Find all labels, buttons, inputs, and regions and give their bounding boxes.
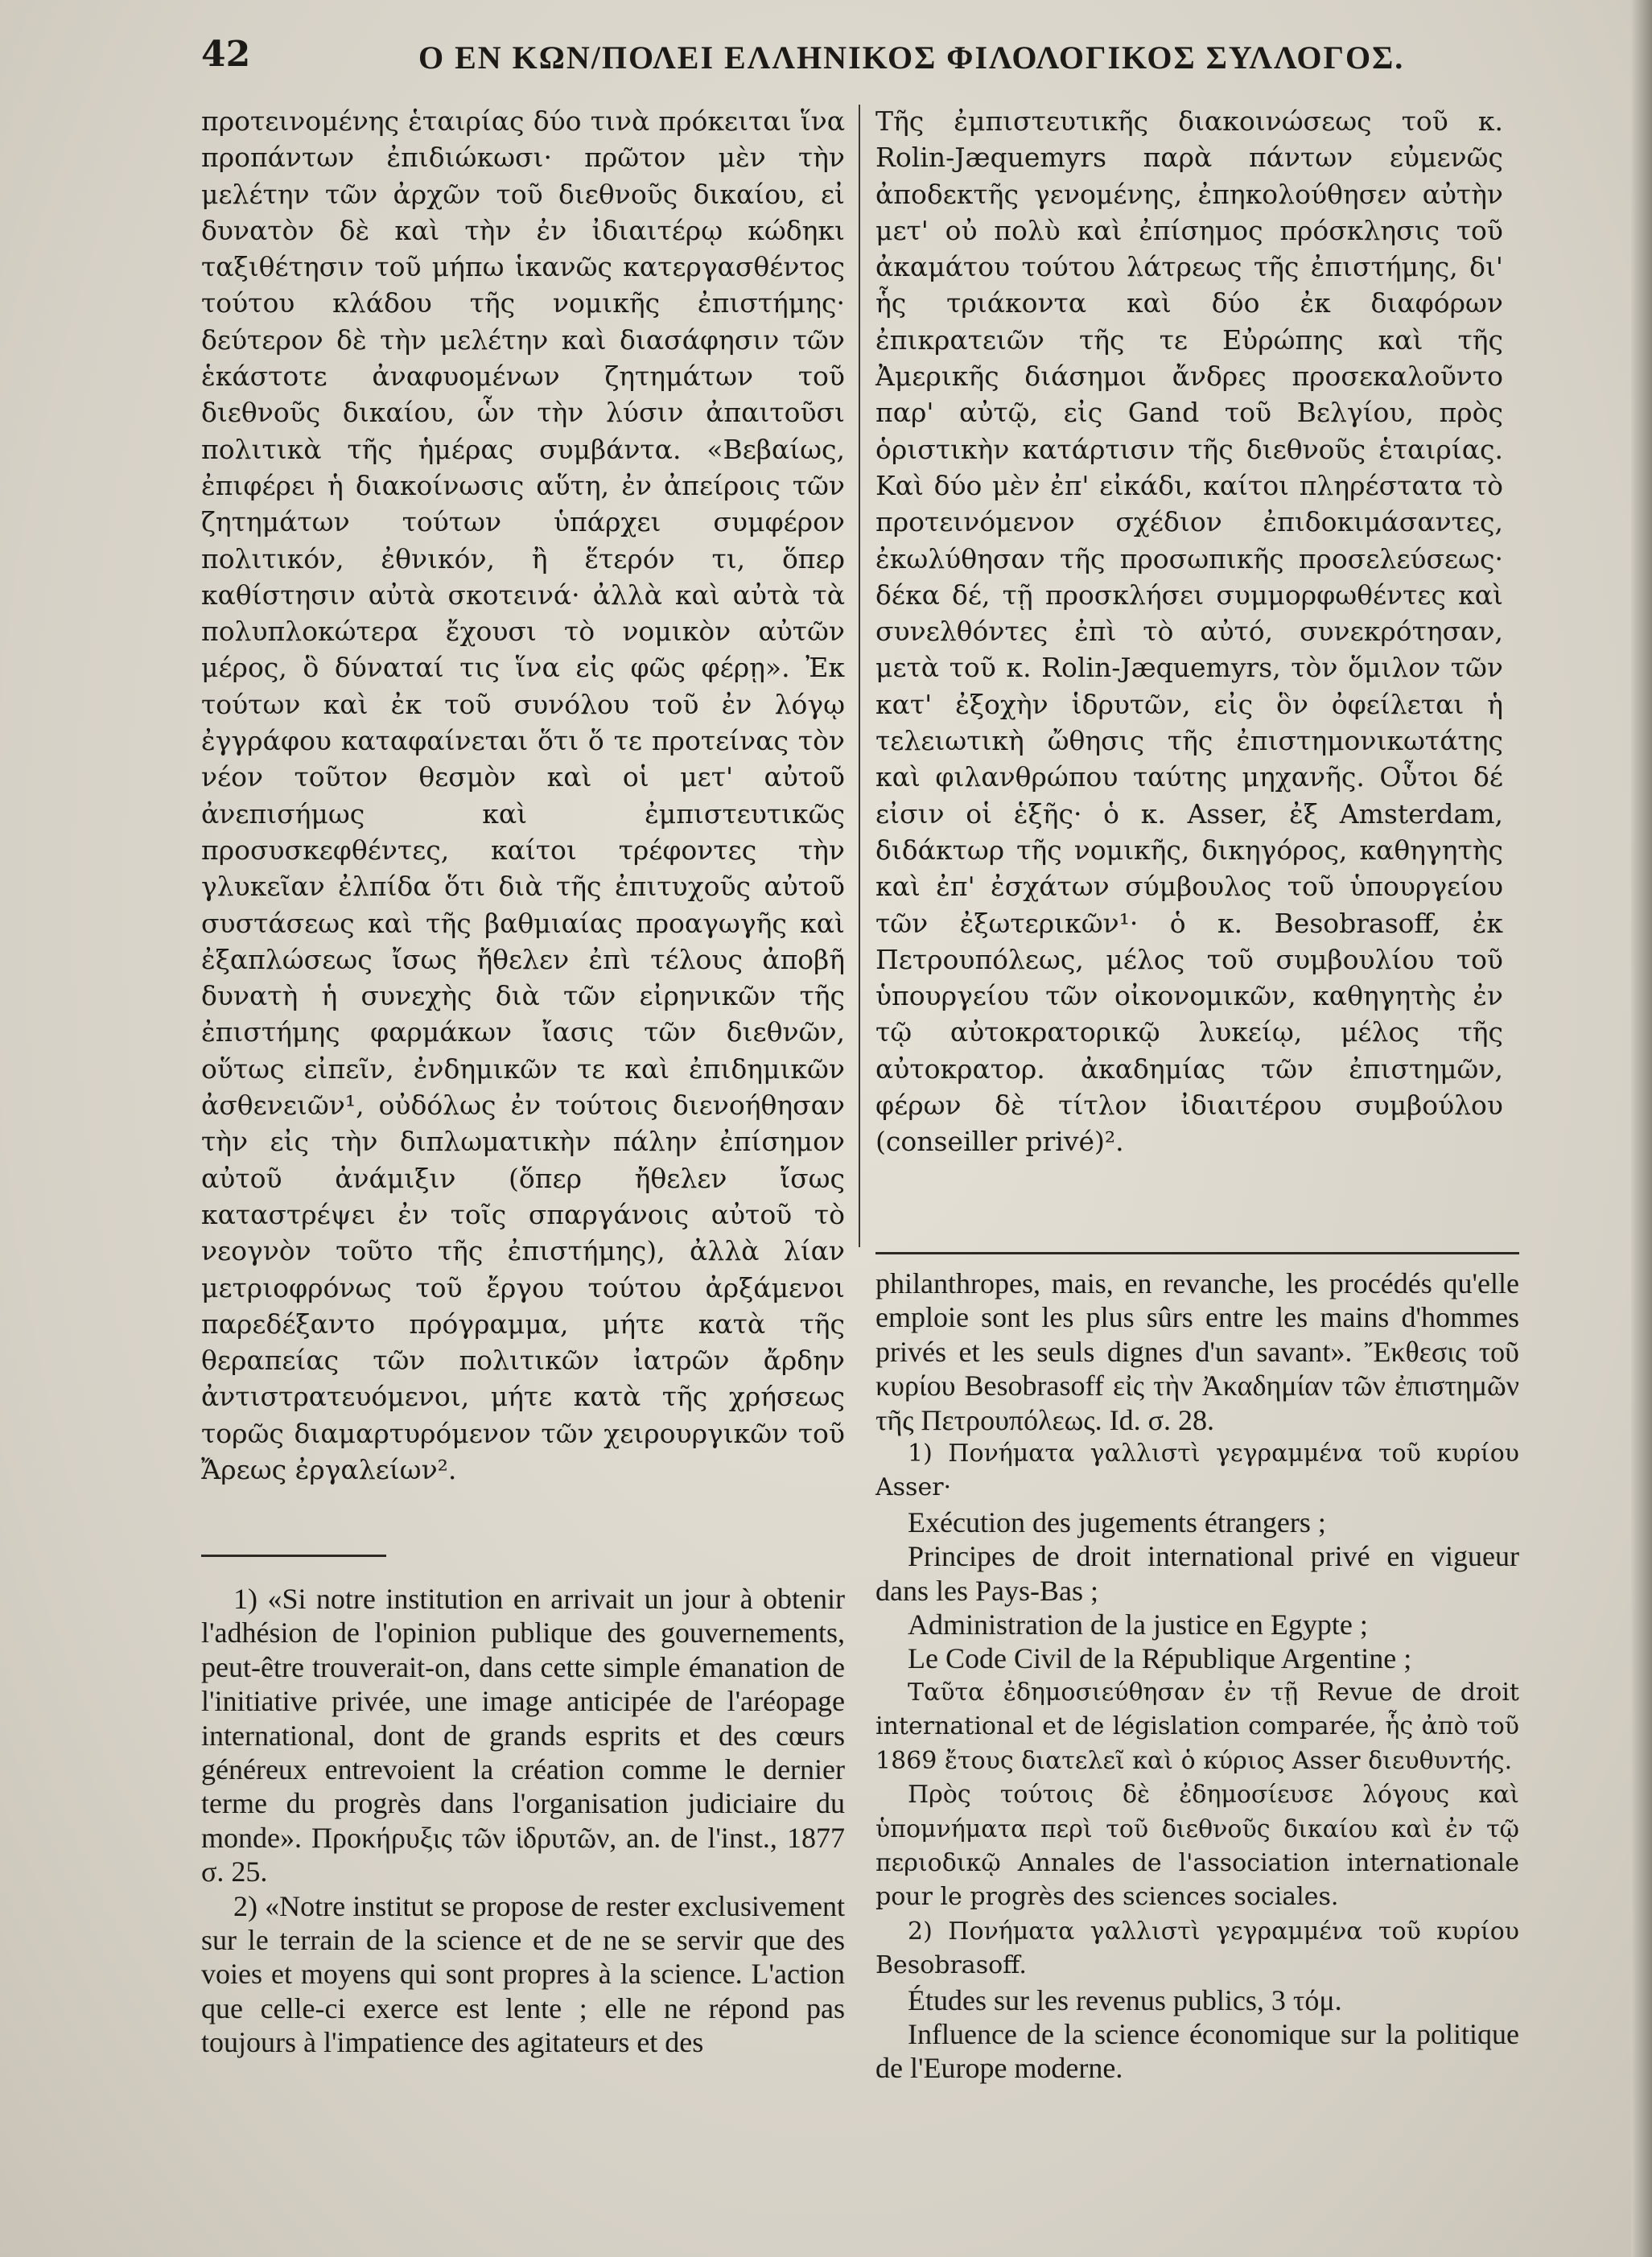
page-edge-shadow [1631,0,1652,2257]
page-header [201,24,1585,80]
footnote-rule-left [201,1555,386,1557]
asser-work-3: Administration de la justice en Egypte ; [908,1608,1368,1641]
asser-work-4: Le Code Civil de la République Argentine ; [908,1642,1412,1675]
right-footnotes [875,1266,1519,2086]
footnote-2-continuation: philanthropes, mais, en revanche, les procédés qu'elle emploie sont les plus sûrs entre les mains d'hommes privés et les seuls dignes d'un savant». Ἔκθεσις τοῦ κυρίου Besobrasoff εἰς τὴν Ἀκαδημίαν τῶν ἐπιστημῶν τῆς Πετρουπόλεως. Id. σ. 28. [875,1267,1519,1436]
asser-note-revue: Ταῦτα ἐδημοσιεύθησαν ἐν τῇ Revue de droit international et de législation comparée, ἧς ἀπὸ τοῦ 1869 ἔτους διατελεῖ καὶ ὁ κύριος Asser διευθυντής. [875,1678,1519,1775]
column-divider [859,105,860,1247]
footnote-2: 2) «Notre institut se propose de rester exclusivement sur le terrain de la science et de ne se servir que des voies et moyens qui sont propres à la science. L'action que celle-ci exerce est lente ; elle ne répond pas toujours à l'impatience des agitateurs et des [201,1889,845,2059]
footnote-1: 1) «Si notre institution en arrivait un jour à obtenir l'adhésion de l'opinion publique des gouvernements, peut-être trouverait-on, dans cette simple émanation de l'initiative privée, une image anticipée de l'aréopage international, dont de grands esprits et des cœurs généreux entrevoient la création comme le dernier terme du progrès dans l'organisation judiciaire du monde». Προκήρυξις τῶν ἱδρυτῶν, an. de l'inst., 1877 σ. 25. [201,1583,845,1888]
besobrasoff-work-2: Influence de la science économique sur la politique de l'Europe moderne. [875,2017,1519,2085]
asser-note-annales: Πρὸς τούτοις δὲ ἐδημοσίευσε λόγους καὶ ὑπομνήματα περὶ τοῦ διεθνοῦς δικαίου καὶ ἐν τῷ περιοδικῷ Annales de l'association internationale pour le progrès des sciences sociales. [875,1781,1519,1912]
asser-work-1: Exécution des jugements étrangers ; [908,1505,1326,1538]
right-main-text: Τῆς ἐμπιστευτικῆς διακοινώσεως τοῦ κ. Rolin-Jæquemyrs παρὰ πάντων εὐμενῶς ἀποδεκτῆς γενομένης, ἐπηκολούθησεν αὐτὴν μετ' οὐ πολὺ καὶ ἐπίσημος πρόσκλησις τοῦ ἀκαμάτου τούτου λάτρεως τῆς ἐπιστήμης, δι' ἧς τριάκοντα καὶ δύο ἐκ διαφόρων ἐπικρατειῶν τῆς τε Εὐρώπης καὶ τῆς Ἀμερικῆς διάσημοι ἄνδρες προσεκαλοῦντο παρ' αὐτῷ, εἰς Gand τοῦ Βελγίου, πρὸς ὁριστικὴν κατάρτισιν τῆς διεθνοῦς ἑταιρίας. Καὶ δύο μὲν ἐπ' εἰκάδι, καίτοι πληρέστατα τὸ προτεινόμενον σχέδιον ἐπιδοκιμάσαντες, ἐκωλύθησαν τῆς προσωπικῆς προσελεύσεως· δέκα δέ, τῇ προσκλήσει συμμορφωθέντες καὶ συνελθόντες ἐπὶ τὸ αὐτό, συνεκρότησαν, μετὰ τοῦ κ. Rolin-Jæquemyrs, τὸν ὅμιλον τῶν κατ' ἐξοχὴν ἱδρυτῶν, εἰς ὃν ὀφείλεται ἡ τελειωτικὴ ὤθησις τῆς ἐπιστημονικωτάτης καὶ φιλανθρώπου ταύτης μηχανῆς. Οὗτοι δέ εἰσιν οἱ ἑξῆς· ὁ κ. Asser, ἐξ Amsterdam, διδάκτωρ τῆς νομικῆς, δικηγόρος, καθηγητὴς καὶ ἐπ' ἐσχάτων σύμβουλος τοῦ ὑπουργείου τῶν ἐξωτερικῶν¹· ὁ κ. Besobrasoff, ἐκ Πετρουπόλεως, μέλος τοῦ συμβουλίου τοῦ ὑπουργείου τῶν οἰκονομικῶν, καθηγητὴς ἐν τῷ αὐτοκρατορικῷ λυκείῳ, μέλος τῆς αὐτοκρατορ. ἀκαδημίας τῶν ἐπιστημῶν, φέρων δὲ τίτλον ἰδιαιτέρου συμβούλου (conseiller privé)². [875,105,1503,1158]
asser-work-2: Principes de droit international privé en vigueur dans les Pays-Bas ; [875,1540,1519,1607]
left-footnotes [201,1582,845,2060]
page-number: 42 [201,34,251,75]
left-main-text: προτεινομένης ἑταιρίας δύο τινὰ πρόκειται ἵνα προπάντων ἐπιδιώκωσι· πρῶτον μὲν τὴν μελέτην τῶν ἀρχῶν τοῦ διεθνοῦς δικαίου, εἰ δυνατὸν δὲ καὶ τὴν ἐν ἰδιαιτέρῳ κώδηκι ταξιθέτησιν τοῦ μήπω ἱκανῶς κατεργασθέντος τούτου κλάδου τῆς νομικῆς ἐπιστήμης· δεύτερον δὲ τὴν μελέτην καὶ διασάφησιν τῶν ἑκάστοτε ἀναφυομένων ζητημάτων τοῦ διεθνοῦς δικαίου, ὧν τὴν λύσιν ἀπαιτοῦσι πολιτικὰ τῆς ἡμέρας συμβάντα. «Βεβαίως, ἐπιφέρει ἡ διακοίνωσις αὕτη, ἐν ἀπείροις τῶν ζητημάτων τούτων ὑπάρχει συμφέρον πολιτικόν, ἐθνικόν, ἢ ἕτερόν τι, ὅπερ καθίστησιν αὐτὰ σκοτεινά· ἀλλὰ καὶ αὐτὰ τὰ πολυπλοκώτερα ἔχουσι τὸ νομικὸν αὐτῶν μέρος, ὃ δύναταί τις ἵνα εἰς φῶς φέρῃ». Ἐκ τούτων καὶ ἐκ τοῦ συνόλου τοῦ ἐν λόγῳ ἐγγράφου καταφαίνεται ὅτι ὅ τε προτείνας τὸν νέον τοῦτον θεσμὸν καὶ οἱ μετ' αὐτοῦ ἀνεπισήμως καὶ ἐμπιστευτικῶς προσυσκεφθέντες, καίτοι τρέφοντες τὴν γλυκεῖαν ἐλπίδα ὅτι διὰ τῆς ἐπιτυχοῦς αὐτοῦ συστάσεως καὶ τῆς βαθμιαίας προαγωγῆς καὶ ἐξαπλώσεως ἴσως ἤθελεν ἐπὶ τέλους ἀποβῆ δυνατὴ ἡ συνεχὴς διὰ τῶν εἰρηνικῶν τῆς ἐπιστήμης φαρμάκων ἴασις τῶν διεθνῶν, οὕτως εἰπεῖν, ἐνδημικῶν τε καὶ ἐπιδημικῶν ἀσθενειῶν¹, οὐδόλως ἐν τούτοις διενοήθησαν τὴν εἰς τὴν διπλωματικὴν πάλην ἐπίσημον αὐτοῦ ἀνάμιξιν (ὅπερ ἤθελεν ἴσως καταστρέψει ἐν τοῖς σπαργάνοις αὐτοῦ τὸ νεογνὸν τοῦτο τῆς ἐπιστήμης), ἀλλὰ λίαν μετριοφρόνως τοῦ ἔργου τούτου ἀρξάμενοι παρεδέξαντο πρόγραμμα, μήτε κατὰ τῆς θεραπείας τῶν πολιτικῶν ἰατρῶν ἄρδην ἀντιστρατευόμενοι, μήτε κατὰ τῆς χρήσεως τορῶς διαμαρτυρόμενον τῶν χειρουργικῶν τοῦ Ἄρεως ἐργαλείων². [201,105,845,1485]
footnote-rule-right [875,1252,1519,1254]
besobrasoff-work-1: Études sur les revenus publics, 3 τόμ. [908,1983,1342,2016]
footnote-besobrasoff-heading: 2) Πονήματα γαλλιστὶ γεγραμμένα τοῦ κυρίου Besobrasoff. [875,1917,1519,1980]
footnote-asser-heading: 1) Πονήματα γαλλιστὶ γεγραμμένα τοῦ κυρίου Asser· [875,1439,1519,1502]
right-column [875,103,1503,1160]
left-column [201,103,845,1488]
running-title: Ο ΕΝ ΚΩΝ/ΠΟΛΕΙ ΕΛΛΗΝΙΚΟΣ ΦΙΛΟΛΟΓΙΚΟΣ ΣΥΛΛΟΓΟΣ. [418,39,1405,76]
